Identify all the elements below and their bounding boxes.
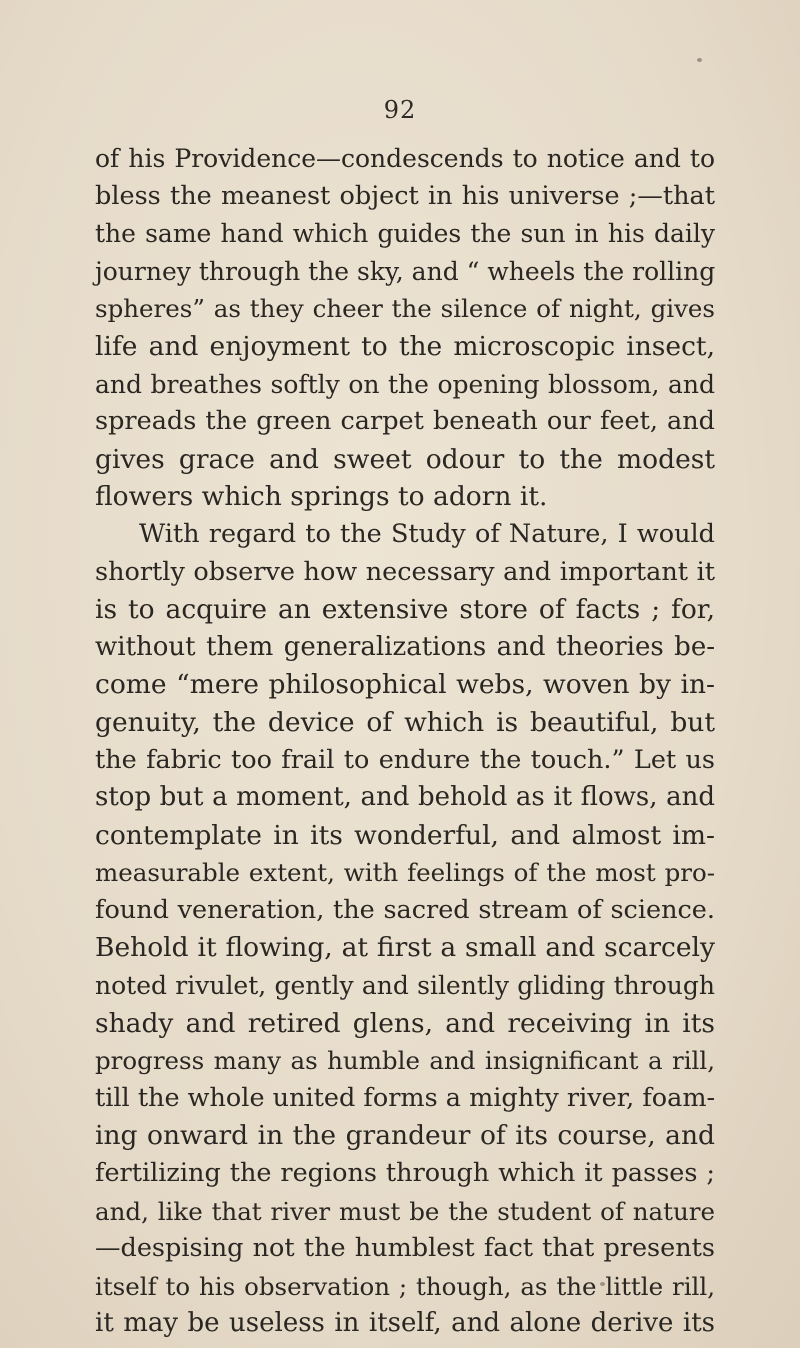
text-line: noted rivulet, gently and silently gliding through <box>95 971 715 1001</box>
text-line: itself to his observation ; though, as the little rill, <box>95 1271 715 1301</box>
text-line: measurable extent, with feelings of the most pro- <box>95 858 715 888</box>
text-line: of his Providence—condescends to notice and to <box>95 144 715 173</box>
text-line: come “mere philosophical webs, woven by in- <box>95 669 715 701</box>
text-line: stop but a moment, and behold as it flows, and <box>95 782 715 813</box>
text-line: found veneration, the sacred stream of science. <box>95 894 715 925</box>
text-line: fertilizing the regions through which it passes ; <box>95 1158 715 1189</box>
text-line: —despising not the humblest fact that presents <box>95 1233 715 1264</box>
text-line: shady and retired glens, and receiving in its <box>95 1007 715 1039</box>
text-line: journey through the sky, and “ wheels the rolling <box>95 256 716 286</box>
text-line: till the whole united forms a mighty river, foam- <box>95 1082 716 1113</box>
text-line: flowers which springs to adorn it. <box>95 481 548 513</box>
text-line: without them generalizations and theories be- <box>95 631 715 662</box>
text-line: the fabric too frail to endure the touch.” Let us <box>95 744 715 775</box>
text-line: spheres” as they cheer the silence of night, gives <box>95 294 715 324</box>
text-line: bless the meanest object in his universe ;—that <box>95 180 715 211</box>
page-number: 92 <box>383 96 417 124</box>
text-line: shortly observe how necessary and important it <box>95 556 715 587</box>
text-line: and breathes softly on the opening blossom, and <box>95 369 715 399</box>
body-text <box>95 140 715 1343</box>
text-line: spreads the green carpet beneath our feet, and <box>95 406 715 437</box>
text-line: is to acquire an extensive store of facts ; for, <box>95 594 715 626</box>
text-line: ing onward in the grandeur of its course, and <box>95 1120 715 1152</box>
paragraph-start-line: With regard to the Study of Nature, I would <box>139 518 715 549</box>
paper-speck <box>697 58 702 62</box>
text-line: Behold it flowing, at first a small and scarcely <box>95 932 715 964</box>
text-line: the same hand which guides the sun in his daily <box>95 219 715 249</box>
text-line: and, like that river must be the student of nature <box>95 1196 715 1226</box>
text-line: it may be useless in itself, and alone derive its <box>95 1308 715 1339</box>
text-line: progress many as humble and insignificant a rill, <box>95 1046 715 1076</box>
text-line: genuity, the device of which is beautiful, but <box>95 706 715 738</box>
text-line: gives grace and sweet odour to the modest <box>95 443 715 475</box>
text-line: life and enjoyment to the microscopic insect, <box>95 330 715 362</box>
text-line: contemplate in its wonderful, and almost im- <box>95 819 715 851</box>
